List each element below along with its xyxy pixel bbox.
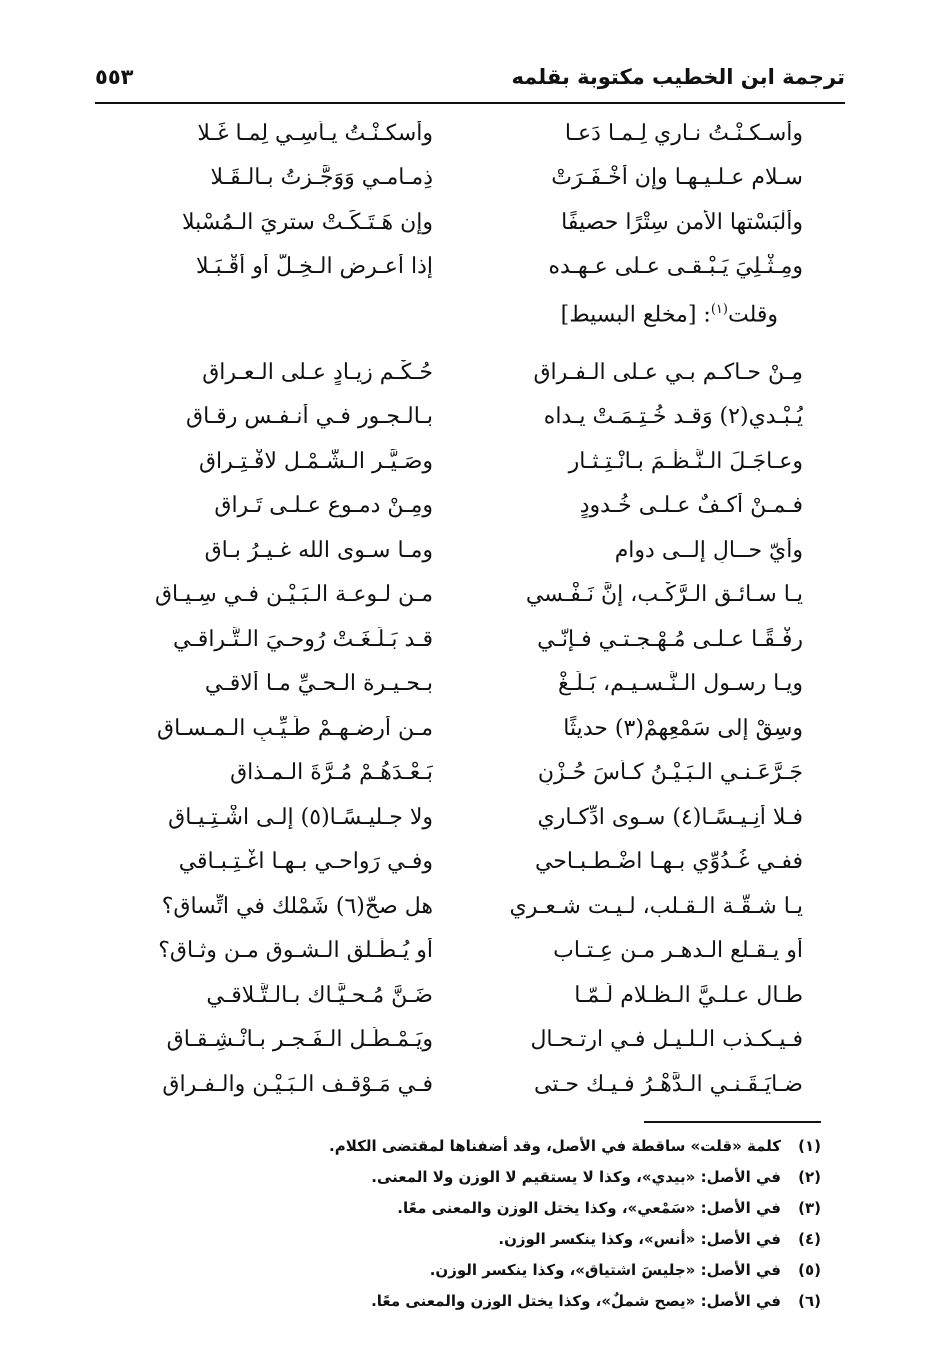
verse-line xyxy=(133,484,803,529)
footnote-text: كلمة «قلت» ساقطة في الأصل، وقد أضفناها لمقتضى الكلام. xyxy=(329,1137,781,1155)
second-hemistich: بَـعْـدَهُـمْ مُـرَّةَ الـمـذاق xyxy=(230,760,433,786)
verse-line xyxy=(133,795,803,840)
second-hemistich: ولا جـليـسًـا(٥) إلـى اشْـتِـيـاق xyxy=(168,804,433,830)
first-hemistich: مِـنْ حـاكـم بـي عـلى الـفـراقِ xyxy=(533,359,803,385)
footnote-number: (٢) xyxy=(798,1168,821,1186)
first-hemistich: فـمـنْ أكـفٌ عـلـى خُـدودٍ xyxy=(579,493,803,519)
second-hemistich: ذِمـامـي وَوَجَّـزتُ بـالـقَـلا xyxy=(210,165,433,191)
verse-line xyxy=(133,617,803,662)
verse-line xyxy=(133,929,803,974)
footnote-text: في الأصل: «جليسَ اشتياق»، وكذا ينكسر الوزن. xyxy=(429,1261,781,1279)
first-hemistich: ضـايَـقَـنـي الـدَّهْـرُ فـيـك حـتى xyxy=(534,1071,803,1097)
first-hemistich: وسِقْ إلى سَمْعِهِمْ(٣) حديثًا xyxy=(563,715,803,741)
first-hemistich: فـلا أنِـيـسًـا(٤) سـوى ادِّكـاري xyxy=(537,804,803,830)
verse-line xyxy=(133,884,803,929)
second-hemistich: بـالـجـور فـي أنـفـسٍ رقـاق xyxy=(186,404,433,430)
verse-line xyxy=(133,395,803,440)
poem-intro xyxy=(561,302,778,327)
first-hemistich: طـال عـلـيَّ الـظـلام لَـمّـا xyxy=(574,982,803,1008)
footnote-divider xyxy=(644,1121,821,1123)
second-hemistich: مـن أرضـهـمْ طَـيِّـبِ الـمـسـاق xyxy=(157,715,433,741)
intro-text: وقلت xyxy=(727,302,778,328)
first-hemistich: جَـرَّعَـنـي الـبَـيْـنُ كـأسَ حُـزْنٍ xyxy=(537,760,803,786)
footnote-text: في الأصل: «يصح شملٌ»، وكذا يختل الوزن والمعنى معًا. xyxy=(371,1292,781,1310)
footnote xyxy=(101,1162,821,1193)
second-hemistich: ويَـمْـطُـل الـفَـجـر بـانْـشِـقـاق xyxy=(166,1027,433,1053)
verse-line xyxy=(133,573,803,618)
first-hemistich: سـلام عـلـيـهـا وإن أخْـفَـرَتْ xyxy=(551,165,803,191)
first-hemistich: يـا شـقَّـة الـقـلب، لـيـت شـعـري xyxy=(509,893,803,919)
verse-line xyxy=(133,662,803,707)
poem-block-1 xyxy=(133,111,803,289)
verse-line xyxy=(133,706,803,751)
first-hemistich: وألْبَسْتها الأمن سِتْرًا حصيفًا xyxy=(561,209,803,235)
verse-line xyxy=(133,156,803,201)
first-hemistich: يُـبْـدي(٢) وَقـد خُـتِـمَـتْ يـداه xyxy=(543,404,803,430)
first-hemistich: رفْـقًـا عـلـى مُـهْـجـتـي فـإنّـي xyxy=(537,626,803,652)
second-hemistich: بـحـيـرة الـحـيِّ مـا أُلاقـي xyxy=(204,671,433,697)
running-title: ترجمة ابن الخطيب مكتوبة بقلمه xyxy=(511,65,845,89)
footnote-marker: (١) xyxy=(710,302,728,317)
footnote xyxy=(101,1255,821,1286)
first-hemistich: ويـا رسـول الـنَّـسـيـم، بَـلِّـغْ xyxy=(558,671,803,697)
second-hemistich: وصَـيَّـر الـشَّـمْـل لافْـتِـراق xyxy=(198,448,433,474)
second-hemistich: فـي مَـوْقـف الـبَـيْـن والـفـراق xyxy=(162,1071,433,1097)
second-hemistich: هل صحّ(٦) شَمْلك في اتِّساق؟ xyxy=(161,893,433,919)
footnote xyxy=(101,1131,821,1162)
second-hemistich: حُـكْـم زيـادٍ عـلى الـعـراقِ xyxy=(202,359,433,385)
footnote xyxy=(101,1224,821,1255)
second-hemistich: وفـي رَواحـي بـهـا اغْـتِـبـاقي xyxy=(178,849,433,875)
first-hemistich: ومِـثْـلِيَ يَـبْـقـى عـلى عـهـده xyxy=(548,254,803,280)
first-hemistich: أو يـقـلع الـدهـر مـن عِـتـاب xyxy=(553,938,803,964)
footnote-number: (٣) xyxy=(798,1199,821,1217)
footnote-number: (٤) xyxy=(798,1230,821,1248)
second-hemistich: ضَـنَّ مُـحـيَّـاك بـالـتَّـلاقـي xyxy=(206,982,433,1008)
second-hemistich: قـد بَـلَـغَـتْ رُوحـيَ الـتَّـراقـي xyxy=(173,626,433,652)
verse-line xyxy=(133,350,803,395)
verse-line xyxy=(133,245,803,290)
first-hemistich: ففـي غُـدُوِّي بـهـا اضْـطـبـاحي xyxy=(534,849,803,875)
verse-line xyxy=(133,111,803,156)
verse-line xyxy=(133,439,803,484)
verse-line xyxy=(133,1062,803,1107)
second-hemistich: أو يُـطْـلق الـشـوق مـن وِثـاق؟ xyxy=(158,938,433,964)
page-number: ٥٥٣ xyxy=(95,65,134,89)
second-hemistich: ومِـنْ دمـوعٍ عـلـى تَـراق xyxy=(214,493,433,519)
footnote-text: في الأصل: «سَمْعي»، وكذا يختل الوزن والمعنى معًا. xyxy=(397,1199,781,1217)
header-divider xyxy=(95,102,845,104)
first-hemistich: يـا سـائـق الـرَّكْـب، إنَّ نَـفْـسي xyxy=(525,582,803,608)
footnote xyxy=(101,1286,821,1317)
footnote-number: (١) xyxy=(798,1137,821,1155)
footnote-number: (٥) xyxy=(798,1261,821,1279)
first-hemistich: وأسـكـنْـتُ نـاري لِـمـا دَعـا xyxy=(564,120,803,146)
second-hemistich: وإن هَـتَـكَـتْ سترِيَ الـمُسْبلا xyxy=(181,209,433,235)
footnote-text: في الأصل: «أنس»، وكذا ينكسر الوزن. xyxy=(498,1230,781,1248)
verse-line xyxy=(133,840,803,885)
poem-block-2 xyxy=(133,350,803,1107)
footnote xyxy=(101,1193,821,1224)
first-hemistich: وأيّ حــالٍ إلــى دوام xyxy=(614,537,803,563)
page-header xyxy=(95,62,845,98)
second-hemistich: ومـا سـوى الله غـيـرُ بـاق xyxy=(204,537,433,563)
verse-line xyxy=(133,973,803,1018)
footnotes xyxy=(101,1131,821,1317)
verse-line xyxy=(133,751,803,796)
verse-line xyxy=(133,528,803,573)
second-hemistich: مـن لـوعـة الـبَـيْـن فـي سِـيـاق xyxy=(154,582,433,608)
meter-label: : [مخلع البسيط] xyxy=(560,302,711,328)
second-hemistich: وأسكـنْـتُ يـأسِـي لِمـا غَـلا xyxy=(197,120,433,146)
verse-line xyxy=(133,200,803,245)
footnote-text: في الأصل: «بيدي»، وكذا لا يستقيم لا الوزن ولا المعنى. xyxy=(371,1168,781,1186)
first-hemistich: وعـاجَـلَ الـنَّـظْـمَ بـانْـتِـثـار xyxy=(568,448,803,474)
second-hemistich: إذا أعـرض الـخِـلُّ أو أقْـبَـلا xyxy=(195,254,433,280)
verse-line xyxy=(133,1018,803,1063)
footnote-number: (٦) xyxy=(798,1292,821,1310)
first-hemistich: فـيـكـذب الـلـيـل فـي ارتـحـال xyxy=(530,1027,803,1053)
